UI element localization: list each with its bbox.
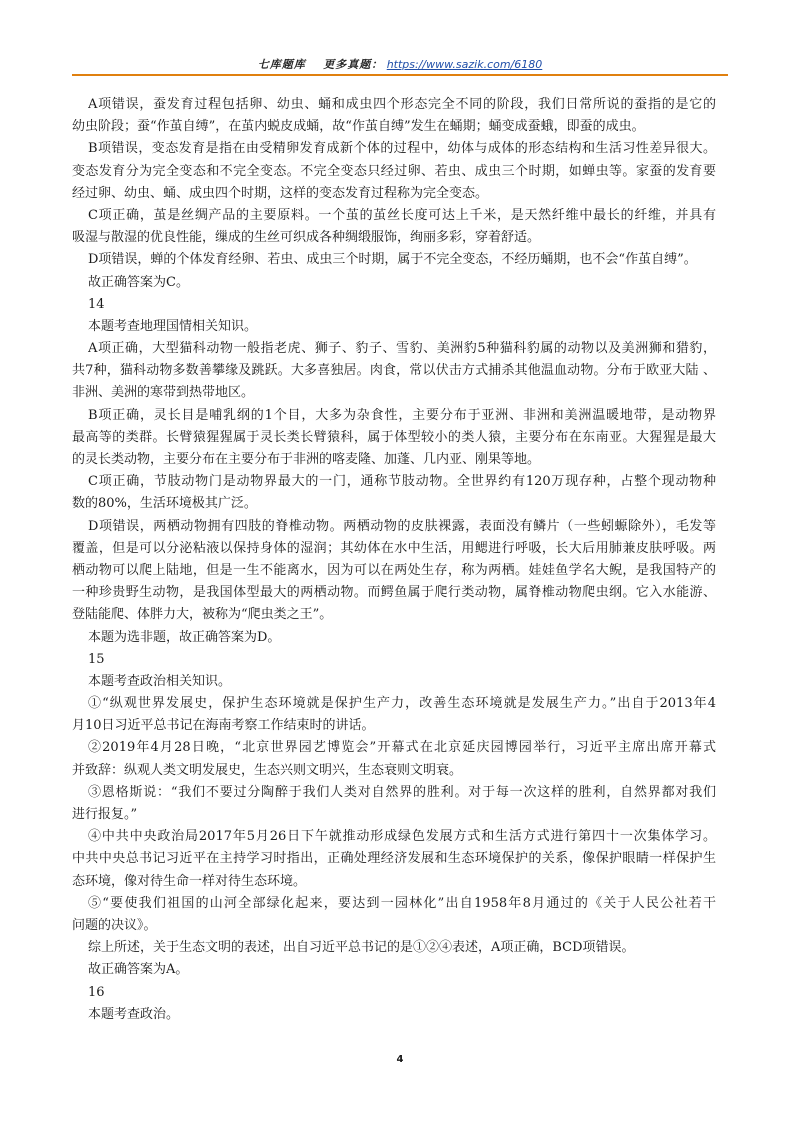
text-line: B项错误，变态发育是指在由受精卵发育成新个体的过程中，幼体与成体的形态结构和生活习性差异很大。 xyxy=(88,141,716,157)
text-line: ④中共中央政治局2017年5月26日下午就推动形成绿色发展方式和生活方式进行第四十一次集体学习。 xyxy=(88,829,716,845)
text-line: 幼虫阶段；蚕“作茧自缚”，在茧内蜕皮成蛹，故“作茧自缚”发生在蛹期；蛹变成蚕蛾，即蚕的成虫。 xyxy=(72,119,645,135)
text-line: 覆盖，但是可以分泌粘液以保持身体的湿润；其幼体在水中生活，用鳃进行呼吸，长大后用肺兼皮肤呼吸。两 xyxy=(72,540,716,556)
header-site-name: 七库题库 xyxy=(257,58,306,71)
text-line: ①“纵观世界发展史，保护生态环境就是保护生产力，改善生态环境就是发展生产力。”出自于2013年4 xyxy=(88,696,716,712)
text-line: 本题考查地理国情相关知识。 xyxy=(88,318,258,334)
page-header xyxy=(0,0,800,80)
text-line: A项正确，大型猫科动物一般指老虎、狮子、豹子、雪豹、美洲豹5种猫科豹属的动物以及美洲狮和猎豹， xyxy=(88,341,716,357)
header-source-line xyxy=(0,56,800,72)
header-link[interactable]: https://www.sazik.com/6180 xyxy=(386,58,543,71)
text-line: 综上所述，关于生态文明的表述，出自习近平总书记的是①②④表述，A项正确，BCD项错误。 xyxy=(88,940,635,956)
text-line: 栖动物可以爬上陆地，但是一生不能离水，因为可以在两处生存，称为两栖。娃娃鱼学名大鲵，是我国特产的 xyxy=(72,562,716,578)
text-line: 经过卵、幼虫、蛹、成虫四个时期，这样的变态发育过程称为完全变态。 xyxy=(72,185,489,201)
text-line: 中共中央总书记习近平在主持学习时指出，正确处理经济发展和生态环境保护的关系，像保护眼睛一样保护生 xyxy=(72,851,716,867)
document-body xyxy=(72,94,716,1026)
text-line: D项错误，两栖动物拥有四肢的脊椎动物。两栖动物的皮肤裸露，表面没有鳞片（一些蚓螈除外），毛发等 xyxy=(88,518,716,534)
text-line: 进行报复。” xyxy=(72,807,138,822)
text-line: 吸湿与散湿的优良性能，缫成的生丝可织成各种绸缎服饰，绚丽多彩，穿着舒适。 xyxy=(72,230,541,246)
text-line: 月10日习近平总书记在海南考察工作结束时的讲话。 xyxy=(72,718,375,734)
text-line: 并致辞：纵观人类文明发展史，生态兴则文明兴，生态衰则文明衰。 xyxy=(72,762,463,778)
text-line: 态环境，像对待生命一样对待生态环境。 xyxy=(72,873,307,889)
text-line: 本题考查政治。 xyxy=(88,1006,180,1022)
text-line: 登陆能爬、体胖力大，被称为“爬虫类之王”。 xyxy=(72,607,333,623)
text-line: 本题为选非题，故正确答案为D。 xyxy=(88,629,281,645)
text-line: ⑤“要使我们祖国的山河全部绿化起来，要达到一园林化”出自1958年8月通过的《关于人民公社若干 xyxy=(88,895,716,911)
text-line: C项正确，节肢动物门是动物界最大的一门，通称节肢动物。全世界约有120万现存种，占整个现动物种 xyxy=(88,474,716,490)
text-line: 最高等的类群。长臂猿猩猩属于灵长类长臂猿科，属于体型较小的类人猿，主要分布在东南亚。大猩猩是最大 xyxy=(72,429,716,445)
text-line: 问题的决议》。 xyxy=(72,917,157,933)
text-line: 非洲、美洲的寒带到热带地区。 xyxy=(72,385,255,401)
header-divider xyxy=(72,74,728,76)
page-number: 4 xyxy=(396,1054,404,1065)
text-line: D项错误，蝉的个体发育经卵、若虫、成虫三个时期，属于不完全变态，不经历蛹期，也不会“作茧自缚”。 xyxy=(88,252,697,268)
text-line: 14 xyxy=(88,296,105,312)
text-line: 15 xyxy=(88,651,105,667)
text-line: 数的80%，生活环境极其广泛。 xyxy=(72,496,257,512)
text-line: 共7种，猫科动物多数善攀缘及跳跃。大多喜独居。肉食，常以伏击方式捕杀其他温血动物。分布于欧亚大陆 、 xyxy=(72,363,716,379)
text-line: 一种珍贵野生动物，是我国体型最大的两栖动物。而鳄鱼属于爬行类动物，属脊椎动物爬虫纲。它入水能游、 xyxy=(72,585,716,601)
text-line: A项错误，蚕发育过程包括卵、幼虫、蛹和成虫四个形态完全不同的阶段，我们日常所说的蚕指的是它的 xyxy=(88,97,716,112)
text-line: 本题考查政治相关知识。 xyxy=(88,673,232,689)
text-line: 变态发育分为完全变态和不完全变态。不完全变态只经过卵、若虫、成虫三个时期，如蝉虫等。家蚕的发育要 xyxy=(72,163,716,179)
text-line: ②2019年4月28日晚，“北京世界园艺博览会”开幕式在北京延庆园博园举行，习近平主席出席开幕式 xyxy=(88,740,716,756)
text-line: ③恩格斯说：“我们不要过分陶醉于我们人类对自然界的胜利。对于每一次这样的胜利，自然界都对我们 xyxy=(88,784,716,800)
header-source-label: 更多真题： xyxy=(323,58,384,71)
text-line: 的灵长类动物，主要分布在主要分布于非洲的喀麦隆、加蓬、几内亚、刚果等地。 xyxy=(72,452,541,467)
text-line: 故正确答案为A。 xyxy=(88,962,189,978)
text-line: 故正确答案为C。 xyxy=(88,274,189,290)
text-line: B项正确，灵长目是哺乳纲的1个目，大多为杂食性，主要分布于亚洲、非洲和美洲温暖地带，是动物界 xyxy=(88,407,716,423)
text-line: C项正确，茧是丝绸产品的主要原料。一个茧的茧丝长度可达上千米，是天然纤维中最长的纤维，并具有 xyxy=(88,207,716,223)
text-line: 16 xyxy=(88,984,105,1000)
